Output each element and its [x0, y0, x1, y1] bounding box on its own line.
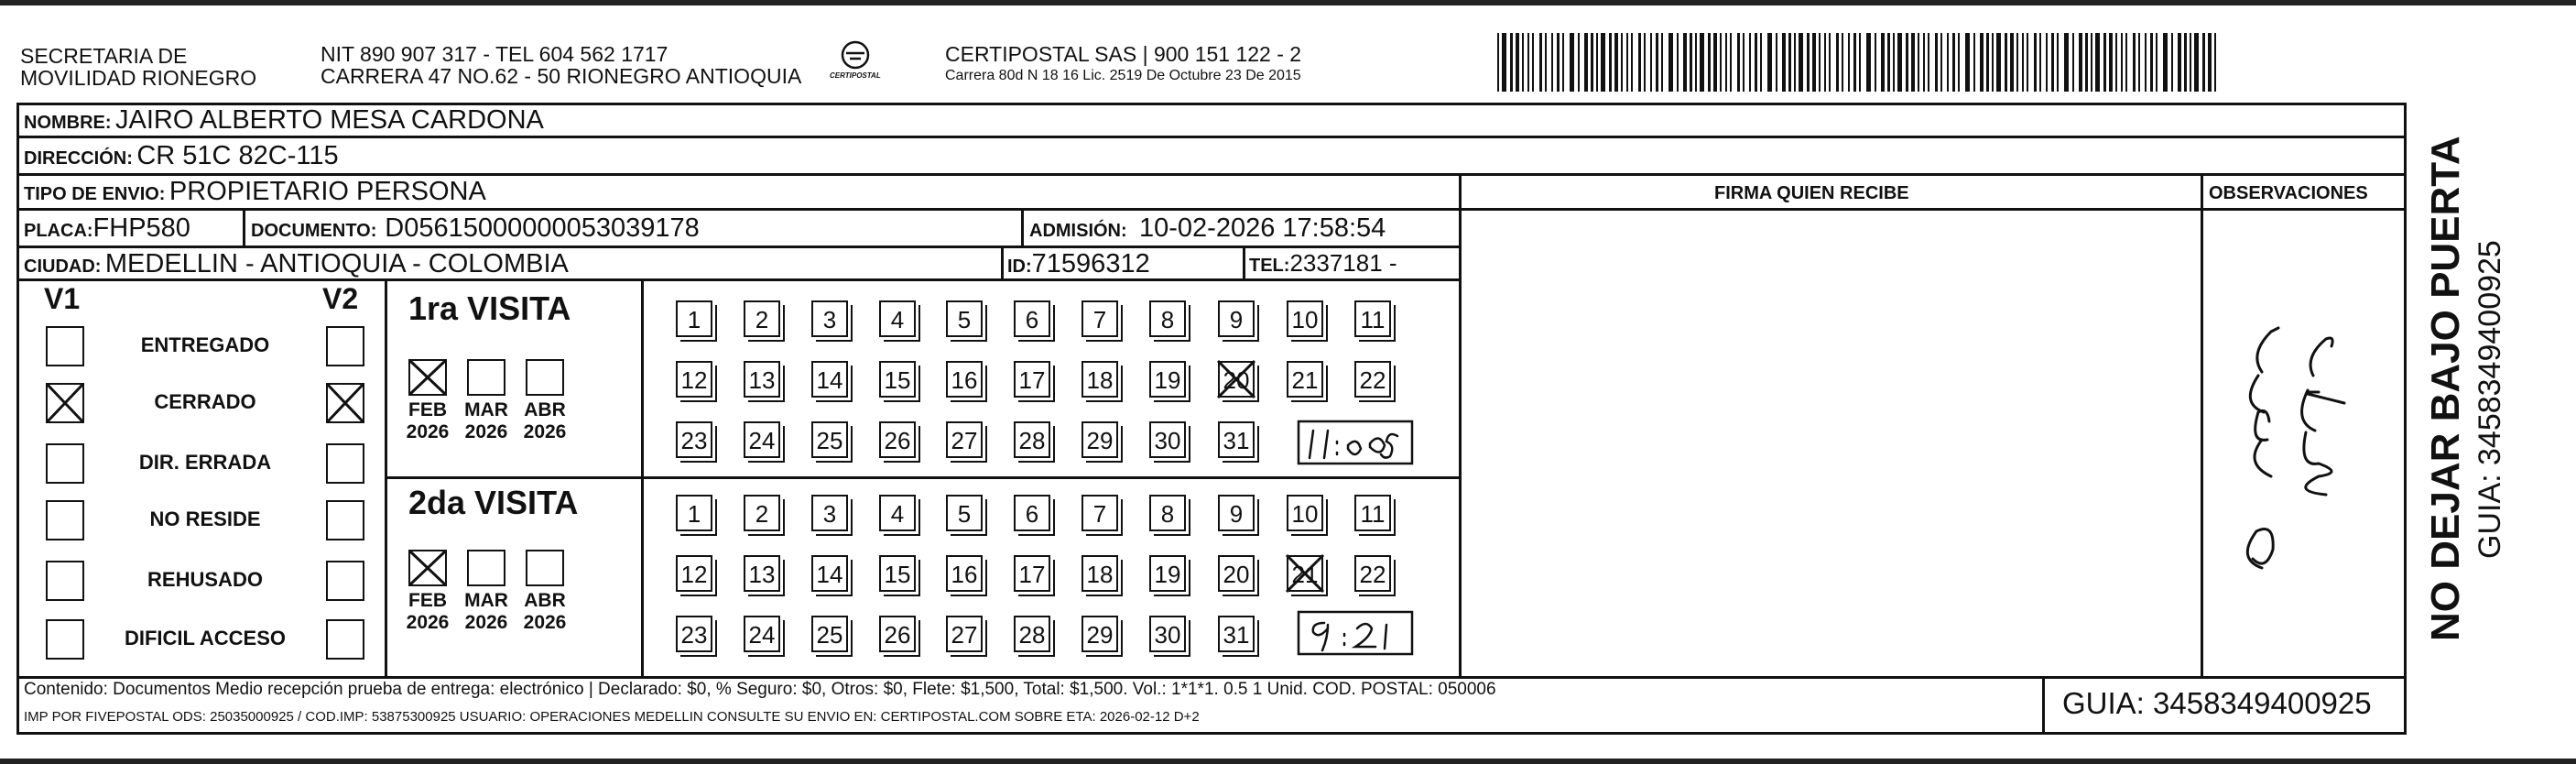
ciudad-value: MEDELLIN - ANTIOQUIA - COLOMBIA	[104, 249, 569, 278]
barcode-bar	[2057, 33, 2059, 92]
status-checkbox-v2[interactable]	[326, 619, 364, 660]
observaciones-label: OBSERVACIONES	[2209, 183, 2368, 203]
day-box[interactable]: 17	[1014, 361, 1050, 398]
month-label	[517, 590, 572, 634]
barcode-bar	[1677, 33, 1679, 92]
barcode-bar	[1853, 33, 1856, 92]
day-box[interactable]: 1	[676, 495, 712, 531]
day-box[interactable]: 4	[879, 495, 916, 531]
footer-contenido: Contenido: Documentos Medio recepción prueba de entrega: electrónico | Declarado: $0, % Seguro: $0, Otros: $0, Flete: $1,500, Total: $1,500. Vol.: 1*1*1. 0.5 1 Unid. COD. POSTAL: 050006	[24, 680, 1496, 699]
col-line	[243, 210, 245, 246]
status-checkbox-v1[interactable]	[46, 619, 84, 660]
barcode-bar	[1614, 33, 1618, 92]
handwritten-time-second	[1297, 608, 1416, 660]
barcode-bar	[1782, 33, 1786, 92]
barcode-bar	[1516, 33, 1519, 92]
col-line	[2404, 103, 2407, 735]
barcode-bar	[1730, 33, 1732, 92]
day-box[interactable]: 18	[1081, 555, 1118, 592]
day-box[interactable]: 5	[946, 300, 983, 337]
day-box[interactable]: 22	[1354, 361, 1391, 398]
barcode-bar	[1737, 33, 1740, 92]
issuer-line-2: MOVILIDAD RIONEGRO	[20, 66, 257, 90]
day-box[interactable]: 30	[1149, 616, 1186, 652]
barcode-bar	[1638, 33, 1641, 92]
barcode-bar	[2125, 33, 2127, 92]
barcode-bar	[1596, 33, 1598, 92]
status-checkbox-v1[interactable]	[46, 326, 84, 366]
barcode	[1497, 33, 2221, 92]
col-line	[2042, 676, 2045, 735]
day-box[interactable]: 8	[1149, 495, 1186, 531]
tel-value: 2337181 -	[1289, 249, 1397, 277]
day-box[interactable]: 20	[1218, 361, 1255, 398]
admision-value: 10-02-2026 17:58:54	[1139, 213, 1386, 243]
barcode-bar	[1958, 33, 1960, 92]
barcode-bar	[1866, 33, 1871, 92]
barcode-bar	[2138, 33, 2140, 92]
day-box[interactable]: 26	[879, 421, 916, 458]
placa-value: FHP580	[92, 213, 190, 243]
barcode-bar	[1695, 33, 1697, 92]
direccion-value: CR 51C 82C-115	[136, 141, 339, 170]
barcode-bar	[2046, 33, 2048, 92]
barcode-bar	[2079, 33, 2082, 92]
ciudad-label: CIUDAD:	[24, 256, 102, 277]
barcode-bar	[1609, 33, 1612, 92]
admision-label: ADMISIÓN:	[1029, 221, 1127, 241]
documento-value: D05615000000053039178	[385, 213, 700, 243]
barcode-bar	[2208, 33, 2212, 92]
month-name: ABR	[524, 399, 566, 420]
firma-label: FIRMA QUIEN RECIBE	[1714, 183, 1909, 203]
barcode-bar	[1911, 33, 1915, 92]
scan-top-border	[0, 0, 2576, 5]
day-box[interactable]: 14	[811, 555, 848, 592]
day-box[interactable]: 7	[1081, 300, 1118, 337]
day-box[interactable]: 21	[1287, 361, 1323, 398]
barcode-bar	[2022, 33, 2024, 92]
day-box[interactable]: 22	[1354, 555, 1391, 592]
barcode-bar	[1578, 33, 1580, 92]
month-year: 2026	[523, 421, 567, 442]
check-mark	[408, 359, 447, 396]
admision-row	[1029, 213, 1386, 244]
month-year: 2026	[406, 421, 450, 442]
status-option-label: CERRADO	[154, 390, 256, 413]
day-box[interactable]: 25	[811, 616, 848, 652]
day-box[interactable]: 15	[879, 361, 916, 398]
month-name: MAR	[464, 590, 508, 611]
barcode-bar	[2095, 33, 2100, 92]
day-box[interactable]: 12	[676, 361, 712, 398]
day-box[interactable]: 10	[1287, 495, 1323, 531]
month-checkbox[interactable]	[526, 359, 564, 396]
status-checkbox-v2[interactable]	[326, 326, 364, 366]
barcode-bar	[1906, 33, 1908, 92]
carrier-line-2: Carrera 80d N 18 16 Lic. 2519 De Octubre 23 De 2015	[945, 68, 1301, 83]
barcode-bar	[1836, 33, 1839, 92]
documento-label: DOCUMENTO:	[251, 221, 377, 241]
barcode-bar	[1799, 33, 1803, 92]
day-box[interactable]: 6	[1014, 300, 1050, 337]
barcode-bar	[1690, 33, 1692, 92]
month-label	[400, 590, 455, 634]
status-option-label: ENTREGADO	[140, 333, 270, 356]
day-box[interactable]: 24	[744, 421, 780, 458]
first-visit-label: 1ra VISITA	[408, 289, 571, 327]
barcode-bar	[1591, 33, 1593, 92]
day-box[interactable]: 27	[946, 421, 983, 458]
tel-label: TEL:	[1249, 256, 1290, 276]
barcode-bar	[1497, 33, 1499, 92]
nit-line-1: NIT 890 907 317 - TEL 604 562 1717	[321, 42, 668, 66]
barcode-bar	[1743, 33, 1745, 92]
day-box[interactable]: 28	[1014, 616, 1050, 652]
barcode-bar	[1935, 33, 1938, 92]
handwritten-time-first	[1297, 418, 1416, 469]
col-line	[1459, 173, 1462, 676]
tipo-row	[24, 177, 486, 207]
barcode-bar	[1683, 33, 1687, 92]
day-box[interactable]: 2	[744, 300, 780, 337]
barcode-bar	[1584, 33, 1588, 92]
barcode-bar	[2156, 33, 2158, 92]
barcode-bar	[1631, 33, 1633, 92]
status-option-label: REHUSADO	[147, 568, 263, 591]
day-box[interactable]: 7	[1081, 495, 1118, 531]
barcode-bar	[1502, 33, 1506, 92]
day-box[interactable]: 12	[676, 555, 712, 592]
month-checkbox[interactable]	[467, 550, 505, 586]
barcode-bar	[2005, 33, 2007, 92]
day-box[interactable]: 10	[1287, 300, 1323, 337]
barcode-bar	[1980, 33, 1984, 92]
day-box[interactable]: 16	[946, 361, 983, 398]
barcode-bar	[1713, 33, 1717, 92]
barcode-bar	[1708, 33, 1711, 92]
barcode-bar	[1887, 33, 1890, 92]
barcode-bar	[1510, 33, 1513, 92]
row-line	[16, 676, 2407, 679]
barcode-bar	[1875, 33, 1876, 92]
barcode-bar	[1940, 33, 1942, 92]
status-option-label: DIFICIL ACCESO	[124, 627, 286, 649]
barcode-bar	[1767, 33, 1772, 92]
col-line	[1243, 247, 1245, 278]
barcode-bar	[2121, 33, 2123, 92]
barcode-bar	[1996, 33, 2001, 92]
barcode-bar	[2115, 33, 2117, 92]
day-box[interactable]: 5	[946, 495, 983, 531]
nombre-value: JAIRO ALBERTO MESA CARDONA	[115, 105, 544, 135]
guia-side-text: GUIA: 3458349400925	[2473, 240, 2507, 559]
day-box[interactable]: 13	[744, 361, 780, 398]
barcode-bar	[2184, 33, 2187, 92]
barcode-bar	[2016, 33, 2018, 92]
barcode-bar	[2145, 33, 2147, 92]
day-box[interactable]: 25	[811, 421, 848, 458]
logo-text: CERTIPOSTAL	[830, 71, 881, 80]
barcode-bar	[1923, 33, 1925, 92]
barcode-bar	[2190, 33, 2191, 92]
barcode-bar	[1551, 33, 1553, 92]
barcode-bar	[2034, 33, 2037, 92]
row-line	[2201, 208, 2407, 210]
barcode-bar	[2051, 33, 2054, 92]
row-line	[385, 476, 1459, 479]
month-year: 2026	[523, 612, 567, 633]
barcode-bar	[1545, 33, 1547, 92]
day-box[interactable]: 23	[676, 421, 712, 458]
barcode-bar	[2010, 33, 2014, 92]
barcode-bar	[1947, 33, 1949, 92]
month-year: 2026	[464, 612, 508, 633]
ciudad-row	[24, 249, 569, 279]
day-box[interactable]: 31	[1218, 616, 1255, 652]
id-row	[1007, 249, 1150, 279]
day-box[interactable]: 29	[1081, 616, 1118, 652]
barcode-bar	[1848, 33, 1850, 92]
barcode-bar	[1819, 33, 1821, 92]
barcode-bar	[1621, 33, 1623, 92]
barcode-bar	[1725, 33, 1727, 92]
day-box[interactable]: 1	[676, 300, 712, 337]
day-box[interactable]: 3	[811, 495, 848, 531]
v1-label: V1	[44, 282, 81, 315]
day-box[interactable]: 19	[1149, 555, 1186, 592]
day-box[interactable]: 18	[1081, 361, 1118, 398]
barcode-bar	[1807, 33, 1810, 92]
placa-row	[24, 213, 190, 244]
month-label	[459, 399, 514, 443]
day-box[interactable]: 20	[1218, 555, 1255, 592]
barcode-bar	[1859, 33, 1861, 92]
id-label: ID:	[1007, 256, 1032, 277]
barcode-bar	[1973, 33, 1975, 92]
barcode-bar	[2202, 33, 2205, 92]
direccion-label: DIRECCIÓN:	[24, 148, 133, 169]
month-label	[459, 590, 514, 634]
barcode-bar	[1881, 33, 1885, 92]
barcode-bar	[1562, 33, 1564, 92]
row-line	[16, 173, 2407, 176]
barcode-bar	[1986, 33, 1989, 92]
month-name: ABR	[524, 590, 566, 611]
day-box[interactable]: 14	[811, 361, 848, 398]
check-mark	[1216, 359, 1256, 399]
day-box[interactable]: 9	[1218, 300, 1255, 337]
month-name: FEB	[408, 590, 447, 611]
barcode-bar	[1952, 33, 1955, 92]
status-option-label: DIR. ERRADA	[138, 451, 272, 474]
barcode-bar	[2214, 33, 2216, 92]
check-mark	[408, 550, 447, 586]
barcode-bar	[1897, 33, 1902, 92]
footer-guia: GUIA: 3458349400925	[2062, 686, 2372, 720]
day-box[interactable]: 3	[811, 300, 848, 337]
barcode-bar	[1532, 33, 1534, 92]
day-box[interactable]: 2	[744, 495, 780, 531]
barcode-bar	[1918, 33, 1919, 92]
barcode-bar	[1668, 33, 1673, 92]
check-mark	[46, 383, 84, 423]
day-box[interactable]: 13	[744, 555, 780, 592]
barcode-bar	[1965, 33, 1970, 92]
day-box[interactable]: 11	[1354, 495, 1391, 531]
status-option-label: NO RESIDE	[149, 508, 261, 530]
day-box[interactable]: 4	[879, 300, 916, 337]
barcode-bar	[1656, 33, 1658, 92]
month-name: MAR	[464, 399, 508, 420]
barcode-bar	[1776, 33, 1777, 92]
col-line	[2201, 173, 2203, 676]
day-box[interactable]: 8	[1149, 300, 1186, 337]
barcode-bar	[1644, 33, 1646, 92]
no-dejar-side-text: NO DEJAR BAJO PUERTA	[2423, 136, 2468, 641]
status-checkbox-v1[interactable]	[46, 443, 84, 484]
day-box[interactable]: 24	[744, 616, 780, 652]
day-box[interactable]: 9	[1218, 495, 1255, 531]
barcode-bar	[1760, 33, 1762, 92]
check-mark	[1285, 553, 1325, 594]
day-box[interactable]: 15	[879, 555, 916, 592]
barcode-bar	[1893, 33, 1895, 92]
barcode-bar	[2064, 33, 2069, 92]
barcode-bar	[2027, 33, 2028, 92]
direccion-row	[24, 141, 339, 171]
status-checkbox-v2[interactable]	[326, 561, 364, 601]
barcode-bar	[1755, 33, 1757, 92]
barcode-bar	[1992, 33, 1994, 92]
barcode-bar	[1842, 33, 1843, 92]
second-visit-label: 2da VISITA	[408, 484, 579, 521]
barcode-bar	[1601, 33, 1605, 92]
month-year: 2026	[464, 421, 508, 442]
placa-label: PLACA:	[24, 221, 93, 241]
nombre-label: NOMBRE:	[24, 113, 112, 133]
month-year: 2026	[406, 612, 450, 633]
barcode-bar	[2072, 33, 2074, 92]
barcode-bar	[1539, 33, 1542, 92]
month-checkbox[interactable]	[526, 550, 564, 586]
barcode-bar	[1788, 33, 1791, 92]
day-box[interactable]: 27	[946, 616, 983, 652]
barcode-bar	[1928, 33, 1929, 92]
issuer-line-1: SECRETARIA DE	[20, 44, 188, 68]
day-box[interactable]: 17	[1014, 555, 1050, 592]
certipostal-logo	[830, 38, 883, 88]
month-checkbox[interactable]	[467, 359, 505, 396]
barcode-bar	[2085, 33, 2088, 92]
barcode-bar	[1522, 33, 1524, 92]
documento-row	[251, 213, 700, 244]
day-box[interactable]: 6	[1014, 495, 1050, 531]
v2-label: V2	[322, 282, 359, 315]
status-checkbox-v2[interactable]	[326, 500, 364, 540]
footer-imp: IMP POR FIVEPOSTAL ODS: 25035000925 / COD.IMP: 53875300925 USUARIO: OPERACIONES MEDELLIN CONSULTE SU ENVIO EN: CERTIPOSTAL.COM SOBRE ETA: 2026-02-12 D+2	[24, 709, 1200, 725]
barcode-bar	[1650, 33, 1652, 92]
status-checkbox-v1[interactable]	[46, 561, 84, 601]
barcode-bar	[2163, 33, 2168, 92]
day-box[interactable]: 19	[1149, 361, 1186, 398]
month-label	[517, 399, 572, 443]
observations-handwriting	[2207, 293, 2390, 605]
barcode-bar	[1557, 33, 1560, 92]
day-box[interactable]: 28	[1014, 421, 1050, 458]
barcode-bar	[2133, 33, 2136, 92]
day-box[interactable]: 26	[879, 616, 916, 652]
day-box[interactable]: 16	[946, 555, 983, 592]
barcode-bar	[2103, 33, 2106, 92]
scan-bottom-border	[0, 759, 2576, 764]
barcode-bar	[1824, 33, 1826, 92]
barcode-bar	[1626, 33, 1628, 92]
barcode-bar	[1720, 33, 1722, 92]
barcode-bar	[1749, 33, 1751, 92]
barcode-bar	[2194, 33, 2199, 92]
barcode-bar	[2109, 33, 2113, 92]
day-box[interactable]: 31	[1218, 421, 1255, 458]
day-box[interactable]: 30	[1149, 421, 1186, 458]
col-line	[1001, 247, 1004, 278]
barcode-bar	[2150, 33, 2153, 92]
barcode-bar	[1527, 33, 1529, 92]
barcode-bar	[2091, 33, 2092, 92]
barcode-bar	[2171, 33, 2173, 92]
day-box[interactable]: 29	[1081, 421, 1118, 458]
barcode-bar	[2178, 33, 2181, 92]
barcode-bar	[1812, 33, 1816, 92]
row-line	[16, 136, 2407, 138]
id-value: 71596312	[1031, 249, 1150, 278]
tipo-label: TIPO DE ENVIO:	[24, 184, 166, 204]
col-line	[1021, 210, 1024, 246]
carrier-line-1: CERTIPOSTAL SAS | 900 151 122 - 2	[945, 42, 1302, 66]
barcode-bar	[1570, 33, 1574, 92]
tel-row	[1249, 249, 1397, 278]
row-line	[16, 208, 2407, 211]
barcode-bar	[1794, 33, 1796, 92]
barcode-bar	[1700, 33, 1704, 92]
nombre-row	[24, 105, 544, 136]
tipo-value: PROPIETARIO PERSONA	[168, 177, 486, 206]
status-checkbox-v2[interactable]	[326, 443, 364, 484]
month-name: FEB	[408, 399, 447, 420]
barcode-bar	[2039, 33, 2041, 92]
barcode-bar	[1829, 33, 1831, 92]
check-mark	[326, 383, 364, 423]
nit-line-2: CARRERA 47 NO.62 - 50 RIONEGRO ANTIOQUIA	[321, 64, 802, 88]
barcode-bar	[1661, 33, 1663, 92]
day-box[interactable]: 21	[1287, 555, 1323, 592]
status-checkbox-v1[interactable]	[46, 500, 84, 540]
day-box[interactable]: 23	[676, 616, 712, 652]
day-box[interactable]: 11	[1354, 300, 1391, 337]
month-label	[400, 399, 455, 443]
